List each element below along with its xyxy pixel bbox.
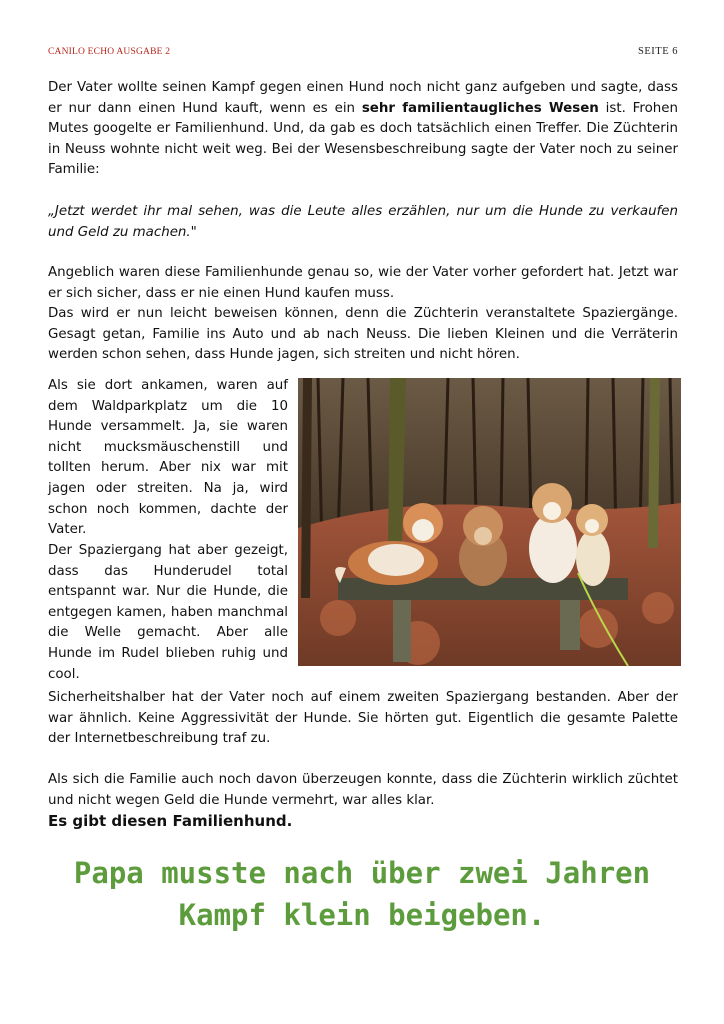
paragraph-intro-bold: sehr familientaugliches Wesen [361, 100, 599, 116]
conclusion-statement: Es gibt diesen Familienhund. [48, 812, 293, 830]
paragraph-breeder: Als sich die Familie auch noch davon überzeugen konnte, dass die Züchterin wirklich züchtet und nicht wegen Geld die Hunde vermehrt, war alles klar. [48, 772, 678, 808]
paragraph-intro [48, 78, 678, 181]
paragraph-walks: Das wird er nun leicht beweisen können, denn die Züchterin veranstaltete Spaziergänge. Gesagt getan, Familie ins Auto und ab nach Neuss. Die lieben Kleinen und die Verräterin werden schon sehen, dass Hunde jagen, sich streiten und nicht hören. [48, 306, 678, 363]
sidebar-text-walk: Der Spaziergang hat aber gezeigt, dass das Hunderudel total entspannt war. Nur die Hunde, die entgegen kamen, haben manchmal die Welle gemacht. Aber alle Hunde im Rudel blieben ruhig und cool. [48, 543, 288, 682]
closing-headline: Papa musste nach über zwei Jahren Kampf klein beigeben. [73, 856, 651, 932]
page-number: SEITE 6 [638, 46, 678, 57]
sidebar-text-arrival: Als sie dort ankamen, waren auf dem Waldparkplatz um die 10 Hunde versammelt. Ja, sie waren nicht mucksmäuschenstill und tollten herum. Aber nix war mit jagen oder streiten. Na ja, wird schon noch kommen, dachte der Vater. [48, 378, 288, 538]
paragraph-expectation: Angeblich waren diese Familienhunde genau so, wie der Vater vorher gefordert hat. Jetzt war er sich sicher, dass er nie einen Hund kaufen muss. [48, 265, 678, 301]
page-header-publication: CANILO ECHO AUSGABE 2 [48, 47, 171, 57]
paragraph-intro-text-a: Der Vater wollte seinen Kampf gegen einen Hund noch nicht ganz aufgeben und sagte, dass er nur dann einen Hund kauft, wenn es ein [48, 80, 678, 116]
paragraph-intro-text-b: ist. Frohen Mutes googelte er Familienhund. Und, da gab es doch tatsächlich einen Treffer. Die Züchterin in Neuss wohnte nicht weit weg. Bei der Wesensbeschreibung sagte der Vater noch zu seiner Familie: [48, 100, 678, 178]
quote-father: „Jetzt werdet ihr mal sehen, was die Leute alles erzählen, nur um die Hunde zu verkaufen und Geld zu machen." [48, 204, 678, 240]
paragraph-second-walk: Sicherheitshalber hat der Vater noch auf einem zweiten Spaziergang bestanden. Aber der war ähnlich. Keine Aggressivität der Hunde. Sie hörten gut. Eigentlich die gesamte Palette der Internetbeschreibung traf zu. [48, 690, 678, 747]
dogs-on-bench-photo [298, 378, 681, 666]
